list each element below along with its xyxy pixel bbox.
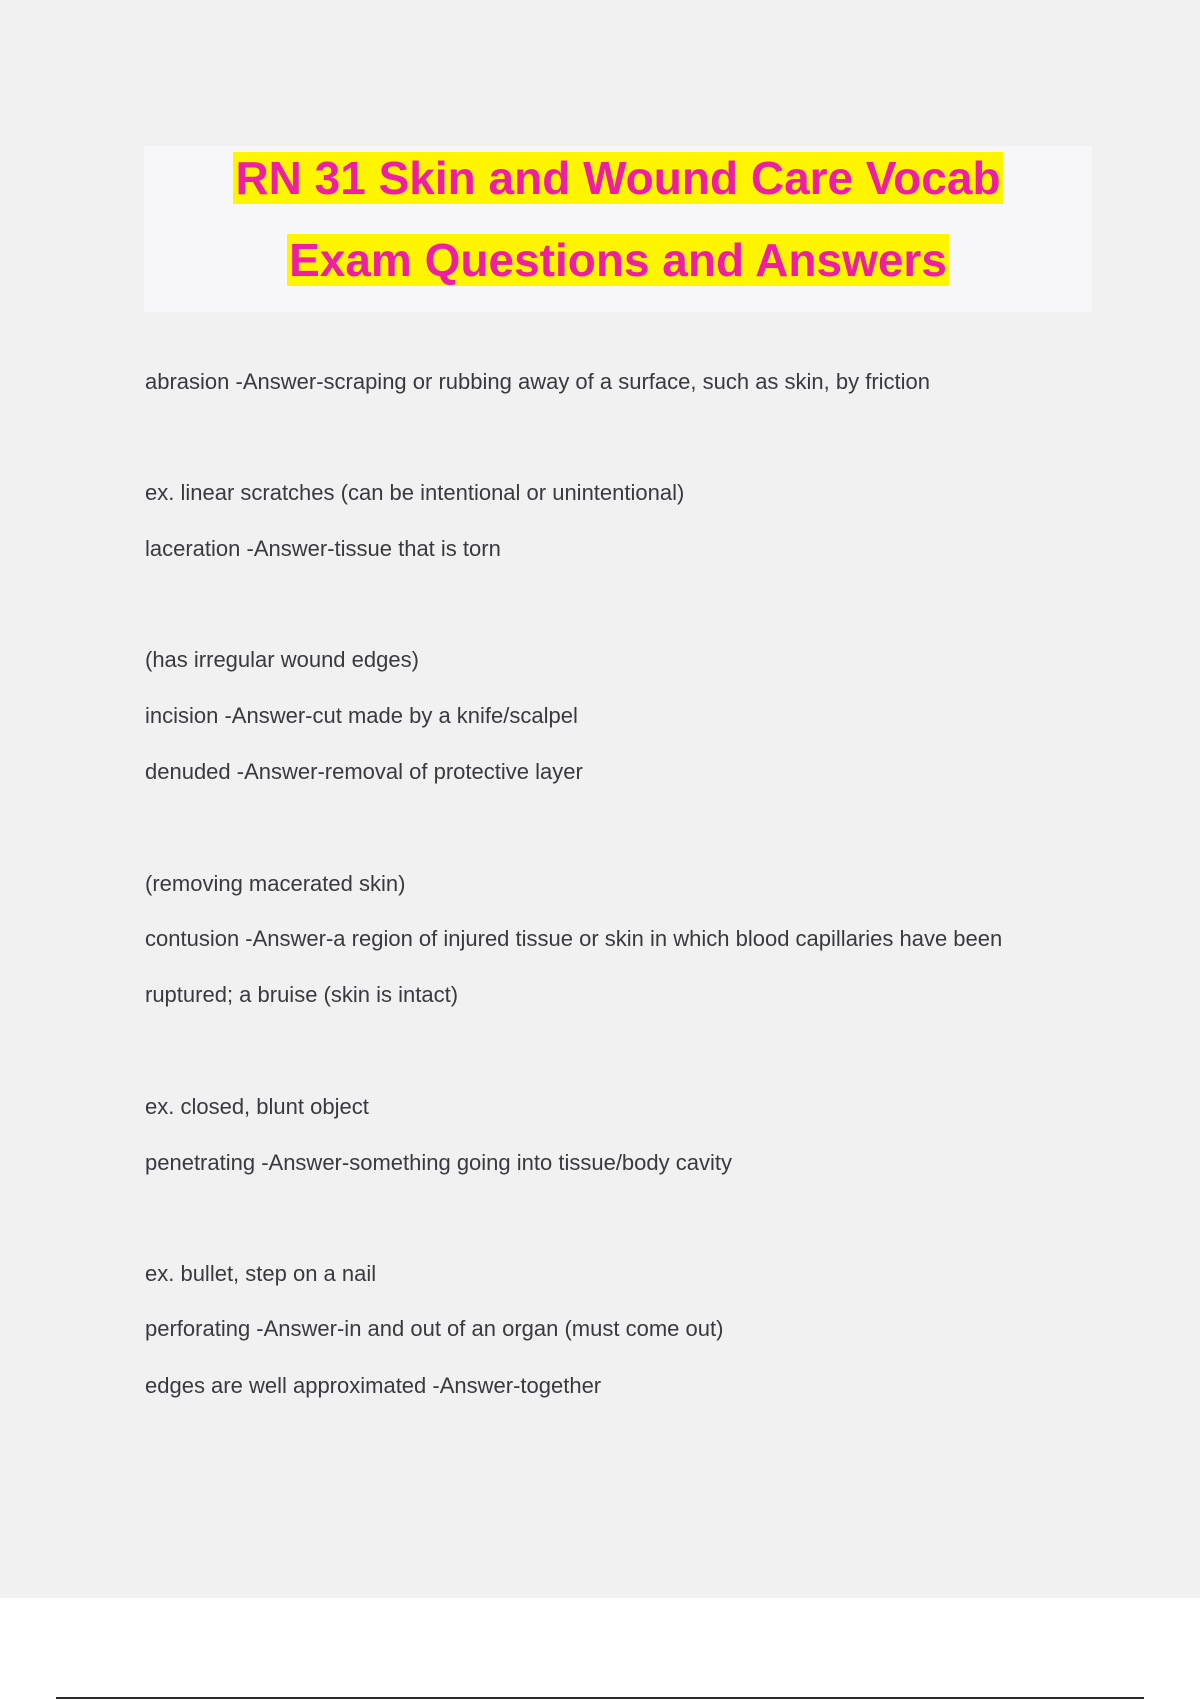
footer-divider (56, 1697, 1144, 1699)
vocab-line-contusion-example: ex. closed, blunt object (145, 1094, 369, 1119)
vocab-line-perforating: perforating -Answer-in and out of an organ (must come out) (145, 1316, 724, 1341)
vocab-line-penetrating-example: ex. bullet, step on a nail (145, 1261, 377, 1286)
title-block (144, 146, 1092, 312)
vocab-line-approximated: edges are well approximated -Answer-together (145, 1373, 602, 1398)
vocab-line-denuded: denuded -Answer-removal of protective layer (145, 759, 583, 784)
vocab-line-abrasion-example: ex. linear scratches (can be intentional or unintentional) (145, 480, 685, 505)
vocab-line-denuded-note: (removing macerated skin) (145, 871, 406, 896)
vocab-line-laceration-note: (has irregular wound edges) (145, 647, 419, 672)
title-line-1: RN 31 Skin and Wound Care Vocab (235, 152, 1001, 204)
vocab-line-abrasion: abrasion -Answer-scraping or rubbing away of a surface, such as skin, by friction (145, 369, 931, 394)
vocab-line-laceration: laceration -Answer-tissue that is torn (145, 536, 501, 561)
vocab-line-contusion: contusion -Answer-a region of injured tissue or skin in which blood capillaries have been (145, 926, 1003, 951)
vocab-line-contusion-cont: ruptured; a bruise (skin is intact) (145, 982, 459, 1007)
vocab-line-incision: incision -Answer-cut made by a knife/scalpel (145, 703, 578, 728)
title-line-2: Exam Questions and Answers (289, 234, 947, 286)
vocab-line-penetrating: penetrating -Answer-something going into tissue/body cavity (145, 1150, 732, 1175)
